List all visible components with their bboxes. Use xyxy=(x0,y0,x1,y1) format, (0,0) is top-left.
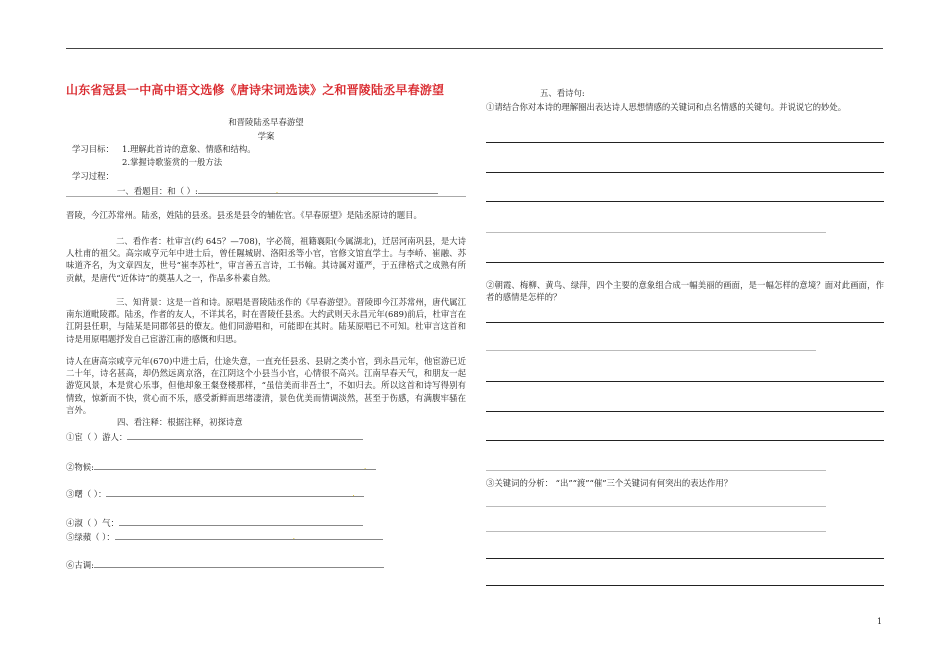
goal-2: 2.掌握诗歌鉴赏的一般方法 xyxy=(122,157,223,167)
answer-line[interactable] xyxy=(486,558,884,559)
answer-line[interactable]: . xyxy=(94,460,376,470)
answer-line[interactable] xyxy=(486,172,884,173)
note-item-1 xyxy=(66,430,363,443)
section-5-label: 五、看诗句: xyxy=(540,88,585,98)
note-item-6-label: ⑥古调: xyxy=(66,560,94,570)
page-number: 1 xyxy=(877,617,883,626)
subtitle-2: 学案 xyxy=(257,131,275,141)
note-item-2 xyxy=(66,460,376,473)
note-item-3-label: ③曙（ ）： xyxy=(66,489,107,499)
answer-line[interactable] xyxy=(486,381,884,382)
note-item-1-label: ①宦（ ）游人： xyxy=(66,432,128,442)
section-3-text: 三、知背景：这是一首和诗。原唱是晋陵陆丞作的《早春游望》。晋陵即今江苏常州，唐代属江南东道毗陵郡。陆丞，作者的友人，不详其名，时在晋陵任县丞。大约武则天永昌元年(689)前后，杜审言在江阴县任职，与陆某是同郡邻县的僚友。他们同游唱和，可能即在其时。陆某原唱已不可知。杜审言这首和诗是用原唱题抒发自己宦游江南的感慨和归思。 xyxy=(66,297,466,344)
answer-line[interactable] xyxy=(119,516,363,526)
goal-1: 1.理解此首诗的意象、情感和结构。 xyxy=(122,144,256,154)
note-item-5-label: ⑤绿蘋（ ）： xyxy=(66,532,115,542)
process-label: 学习过程： xyxy=(72,171,114,181)
answer-line[interactable] xyxy=(486,470,826,471)
header-rule xyxy=(66,48,883,49)
answer-line[interactable] xyxy=(486,262,884,263)
answer-line[interactable] xyxy=(486,411,884,412)
answer-line[interactable] xyxy=(486,142,884,143)
note-item-2-label: ②物候: xyxy=(66,462,94,472)
note-item-5 xyxy=(66,530,383,543)
answer-line[interactable] xyxy=(486,350,816,351)
question-3: ③关键词的分析： “出”“渡”“催”三个关键词有何突出的表达作用？ xyxy=(486,478,733,488)
answer-line[interactable] xyxy=(127,430,363,440)
goals-label: 学习目标： xyxy=(72,144,114,154)
document-title: 山东省冠县一中高中语文选修《唐诗宋词选读》之和晋陵陆丞早春游望 xyxy=(66,83,445,97)
answer-line[interactable]: . xyxy=(198,184,438,194)
answer-line[interactable] xyxy=(486,585,884,586)
answer-line[interactable]: . xyxy=(115,530,383,540)
answer-line[interactable]: . xyxy=(106,487,364,497)
answer-line[interactable] xyxy=(94,558,384,568)
section-3-text-2: 诗人在唐高宗咸亨元年(670)中进士后，仕途失意，一直充任县丞、县尉之类小官，到永昌元年，他宦游已近二十年，诗名甚高，却仍然远离京洛，在江阴这个小县当小官，心情很不高兴。江南早春天气，和朋友一起游览风景，本是赏心乐事，但他却象王粲登楼那样，“虽信美而非吾土”，不如归去。所以这首和诗写得别有情致，惊新而不快，赏心而不乐，感受新鲜而思绪凄清，景色优美而情调淡然，甚至于伤感，有满腹牢骚在言外。 xyxy=(66,356,466,415)
question-1: ①请结合你对本诗的理解圈出表达诗人思想情感的关键词和点名情感的关键句。并说说它的妙处。 xyxy=(486,102,847,112)
note-item-4-label: ④淑（ ）气： xyxy=(66,518,119,528)
answer-line[interactable] xyxy=(486,531,826,532)
note-item-6 xyxy=(66,558,384,571)
question-2: ②朝霞、梅柳、黄鸟、绿萍，四个主要的意象组合成一幅美丽的画面，是一幅怎样的意境？面对此画面，作者的感情是怎样的？ xyxy=(486,280,884,303)
section-4-label: 四、看注释：根据注释，初探诗意 xyxy=(117,417,243,427)
section-1-text: 晋陵，今江苏常州。陆丞，姓陆的县丞。县丞是县令的辅佐官。《早春原望》是陆丞原诗的题目。 xyxy=(66,210,422,220)
answer-line[interactable] xyxy=(486,232,826,233)
section-1-label-text: 一、看题目：和（ ）: xyxy=(117,186,198,196)
section-2-text: 二、看作者：杜审言(约 645？—708)，字必简，祖籍襄阳(今属湖北)，迁居河南巩县，是大诗人杜甫的祖父。高宗咸亨元年中进士后，曾任隰城尉、洛阳丞等小官，官修文馆直学士。与李峤、崔融、苏味道齐名，为文章四友，世号“崔李苏杜”，审言善五言诗，工书翰。其诗属对谨严，于五律格式之成熟有所贡献，是唐代“近体诗”的奠基人之一，作品多朴素自然。 xyxy=(66,236,466,283)
answer-line[interactable] xyxy=(486,201,884,202)
subtitle: 和晋陵陆丞早春游望 xyxy=(228,117,304,127)
note-item-3 xyxy=(66,487,364,500)
answer-line[interactable] xyxy=(486,506,826,507)
note-item-4 xyxy=(66,516,363,529)
answer-line[interactable] xyxy=(486,322,884,323)
divider xyxy=(66,196,466,197)
answer-line[interactable] xyxy=(486,440,884,441)
